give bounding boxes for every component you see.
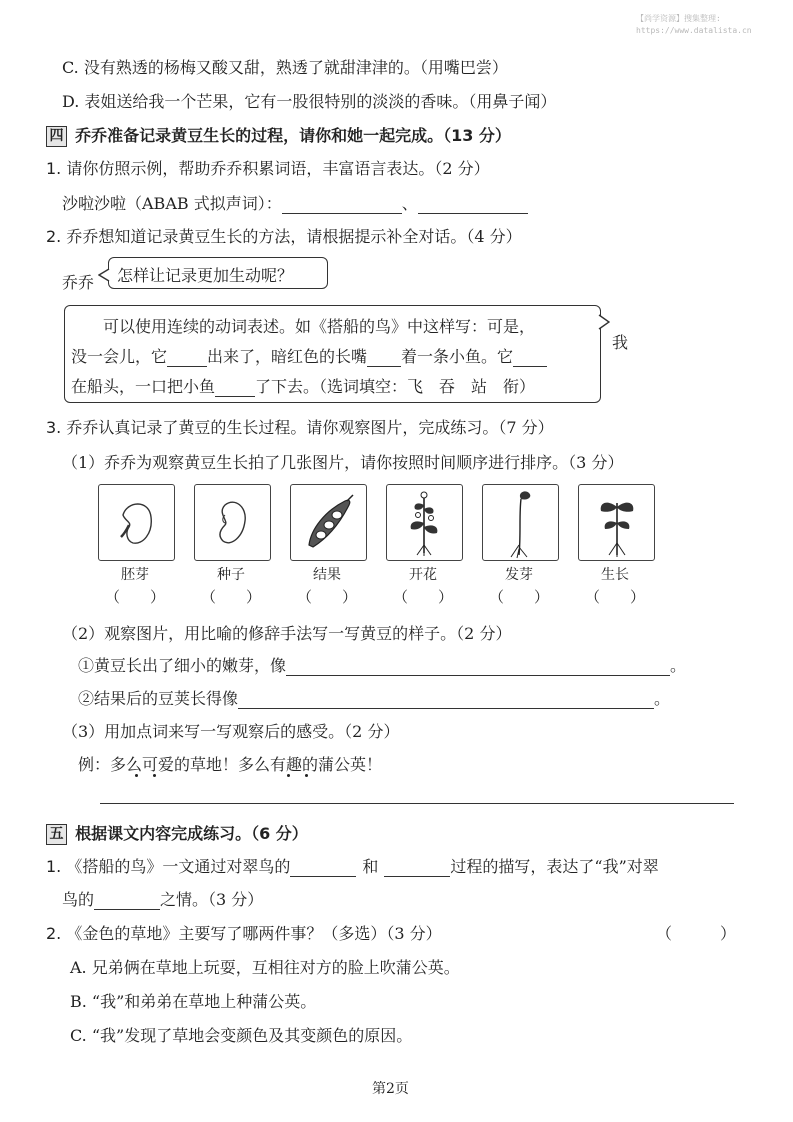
s5-q1-number: 1. xyxy=(46,857,62,876)
s4-q1-example-text: 沙啦沙啦（ABAB 式拟声词）： xyxy=(62,194,282,213)
s5-q1-d: 鸟的 xyxy=(62,890,95,909)
simile-1-period: 。 xyxy=(670,656,687,675)
answer-blank-2[interactable] xyxy=(418,199,528,214)
s5-q1-a: 《搭船的鸟》一文通过对翠鸟的 xyxy=(66,857,291,876)
s5-q2-text: 《金色的草地》主要写了哪两件事？（多选）（3 分） xyxy=(66,924,442,943)
order-answer-5[interactable]: （ ） xyxy=(488,588,549,606)
s4-q2-text: 乔乔想知道记录黄豆生长的方法，请根据提示补全对话。（4 分） xyxy=(66,227,522,246)
s4-q3-number: 3. xyxy=(46,418,62,437)
sprouting-icon xyxy=(483,485,558,560)
simile-blank-2[interactable] xyxy=(238,694,654,709)
s4-q2-number: 2. xyxy=(46,227,62,246)
simile-1 xyxy=(78,653,686,676)
card-growing xyxy=(578,484,655,561)
label-pod: 结果 xyxy=(313,567,341,583)
order-answer-6[interactable]: （ ） xyxy=(584,588,645,606)
verb-blank-4[interactable] xyxy=(215,382,255,397)
bubble-tail-left xyxy=(98,268,110,282)
simile-2-text: ②结果后的豆荚长得像 xyxy=(78,689,239,708)
my-bubble-line-1: 可以使用连续的动词表述。如《搭船的鸟》中这样写：可是， xyxy=(103,317,536,336)
s4-q3-sub2: （2）观察图片，用比喻的修辞手法写一写黄豆的样子。（2 分） xyxy=(62,624,512,643)
growing-plant-icon xyxy=(579,485,654,560)
answer-blank-1[interactable] xyxy=(282,199,402,214)
s4-q3-text: 乔乔认真记录了黄豆的生长过程。请你观察图片，完成练习。（7 分） xyxy=(66,418,554,437)
s5-q2-number: 2. xyxy=(46,924,62,943)
section-4-number: 四 xyxy=(46,126,67,147)
s4-q1-number: 1. xyxy=(46,159,62,178)
card-sprouting xyxy=(482,484,559,561)
embryo-bean-icon xyxy=(99,485,174,560)
card-pod xyxy=(290,484,367,561)
order-answer-2[interactable]: （ ） xyxy=(200,588,261,606)
s5-blank-3[interactable] xyxy=(94,895,160,910)
pod-icon xyxy=(291,485,366,560)
card-seed xyxy=(194,484,271,561)
speaker-qiaoqiao: 乔乔 xyxy=(62,273,95,292)
s5-q1-line1 xyxy=(46,854,659,877)
qiaoqiao-bubble xyxy=(108,257,328,289)
my-bubble xyxy=(64,305,601,403)
my-bubble-line-2 xyxy=(71,344,547,367)
emphasis-dot xyxy=(153,774,156,777)
label-flowering: 开花 xyxy=(409,567,437,583)
s5-q2-option-a: A. 兄弟俩在草地上玩耍，互相往对方的脸上吹蒲公英。 xyxy=(70,958,460,977)
bubble-tail-right xyxy=(598,314,610,330)
s4-q2 xyxy=(46,224,522,247)
s4-q1-text: 请你仿照示例，帮助乔乔积累词语，丰富语言表达。（2 分） xyxy=(66,159,490,178)
emphasis-dot xyxy=(287,774,290,777)
line3-b: 了下去。（选词填空：飞 吞 站 衔） xyxy=(255,377,536,396)
option-d-prev: D. 表姐送给我一个芒果，它有一股很特别的淡淡的香味。（用鼻子闻） xyxy=(62,92,557,111)
section-5-header xyxy=(46,821,308,845)
section-4-header xyxy=(46,123,511,147)
seed-bean-icon xyxy=(195,485,270,560)
s4-q1 xyxy=(46,156,490,179)
verb-blank-3[interactable] xyxy=(513,352,547,367)
order-answer-1[interactable]: （ ） xyxy=(104,588,165,606)
emphasis-dot xyxy=(135,774,138,777)
line2-a: 没一会儿，它 xyxy=(71,347,168,366)
s5-q2-option-c: C. “我”发现了草地会变颜色及其变颜色的原因。 xyxy=(70,1026,413,1045)
my-bubble-line-3 xyxy=(71,374,535,397)
s4-q3-sub1: （1）乔乔为观察黄豆生长拍了几张图片，请你按照时间顺序进行排序。（3 分） xyxy=(62,453,624,472)
example-sentence: 例：多么可爱的草地！多么有趣的蒲公英！ xyxy=(78,755,383,774)
simile-blank-1[interactable] xyxy=(286,661,670,676)
simile-2 xyxy=(78,686,670,709)
emphasis-dot xyxy=(305,774,308,777)
simile-2-period: 。 xyxy=(654,689,671,708)
line3-a: 在船头，一口把小鱼 xyxy=(71,377,216,396)
line2-c: 着一条小鱼。它 xyxy=(401,347,514,366)
section-4-title: 乔乔准备记录黄豆生长的过程，请你和她一起完成。（13 分） xyxy=(75,126,511,145)
s4-q3-sub3: （3）用加点词来写一写观察后的感受。（2 分） xyxy=(62,722,400,741)
order-answer-4[interactable]: （ ） xyxy=(392,588,453,606)
s4-q3 xyxy=(46,415,554,438)
label-sprouting: 发芽 xyxy=(505,567,533,583)
simile-1-text: ①黄豆长出了细小的嫩芽，像 xyxy=(78,656,287,675)
flowering-plant-icon xyxy=(387,485,462,560)
page-number: 第2页 xyxy=(372,1081,409,1097)
s5-q1-line2 xyxy=(62,887,263,910)
s5-q1-c: 过程的描写，表达了“我”对翠 xyxy=(450,857,659,876)
section-5-title: 根据课文内容完成练习。（6 分） xyxy=(75,824,308,843)
card-flowering xyxy=(386,484,463,561)
verb-blank-2[interactable] xyxy=(367,352,401,367)
s5-q1-e: 之情。（3 分） xyxy=(160,890,264,909)
s5-blank-2[interactable] xyxy=(384,862,450,877)
s5-blank-1[interactable] xyxy=(290,862,356,877)
s4-q1-separator: 、 xyxy=(401,194,418,213)
speaker-me: 我 xyxy=(612,333,629,352)
order-answer-3[interactable]: （ ） xyxy=(296,588,357,606)
qiaoqiao-bubble-text: 怎样让记录更加生动呢？ xyxy=(117,266,294,285)
card-embryo xyxy=(98,484,175,561)
watermark: 【尚学资源】搜集整理: https://www.datalista.cn xyxy=(636,14,752,35)
s4-q1-example xyxy=(62,191,528,214)
s5-q2 xyxy=(46,921,442,944)
feeling-answer-line[interactable] xyxy=(100,803,734,804)
line2-b: 出来了，暗红色的长嘴 xyxy=(207,347,368,366)
s5-q2-answer[interactable]: （ ） xyxy=(656,924,737,943)
label-seed: 种子 xyxy=(217,567,245,583)
label-growing: 生长 xyxy=(601,567,629,583)
verb-blank-1[interactable] xyxy=(167,352,207,367)
section-5-number: 五 xyxy=(46,824,67,845)
s5-q1-b: 和 xyxy=(362,857,379,876)
option-c-prev: C. 没有熟透的杨梅又酸又甜，熟透了就甜津津的。（用嘴巴尝） xyxy=(62,58,508,77)
label-embryo: 胚芽 xyxy=(121,567,149,583)
s5-q2-option-b: B. “我”和弟弟在草地上种蒲公英。 xyxy=(70,992,317,1011)
